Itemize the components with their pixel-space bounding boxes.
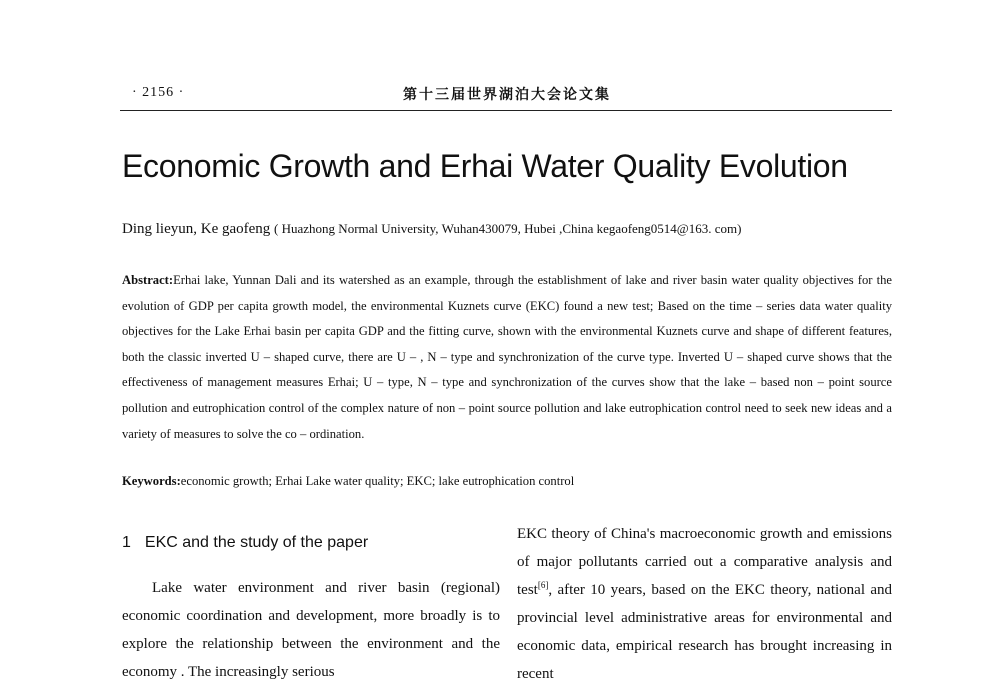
- paper-title: Economic Growth and Erhai Water Quality Evolution: [122, 148, 848, 184]
- abstract-text: Erhai lake, Yunnan Dali and its watershed as an example, through the establishment of lake and river basin water quality objectives for the evolution of GDP per capita growth model, the environmental Kuznets curve (EKC) found a new test; Based on the time – series data water quality objectives for the Lake Erhai basin per capita GDP and the fitting curve, shown with the environmental Kuznets curve and shape of different features, both the classic inverted U – shaped curve, there are U – , N – type and synchronization of the curve type. Inverted U – shaped curve shows that the effectiveness of management measures Erhai; U – type, N – type and synchronization of the curves show that the lake – based non – point source pollution and eutrophication control of the complex nature of non – point source pollution and lake eutrophication control need to seek new ideas and a variety of measures to solve the co – ordination.: [122, 273, 892, 441]
- author-line: [122, 221, 741, 238]
- body-right-text-a: EKC theory of China's macroeconomic growth and emissions of major pollutants carried out a comparative analysis and test: [517, 526, 892, 598]
- keywords-label: Keywords:: [122, 474, 181, 488]
- keywords: [122, 470, 892, 492]
- keywords-text: economic growth; Erhai Lake water quality; EKC; lake eutrophication control: [180, 474, 575, 488]
- abstract-label: Abstract:: [122, 273, 174, 287]
- section-heading: [122, 534, 368, 552]
- page-number: · 2156 ·: [132, 85, 185, 100]
- journal-title: 第十三届世界湖泊大会论文集: [403, 87, 611, 103]
- body-paragraph-right: [517, 520, 892, 688]
- body-right-text-b: , after 10 years, based on the EKC theory, national and provincial level administrative areas for environmental and economic data, empirical research has brought increasing in recent: [517, 582, 892, 682]
- running-header: [122, 83, 892, 107]
- body-paragraph-left: Lake water environment and river basin (regional) economic coordination and development, more broadly is to explore the relationship between the environment and the economy . The increasingly serious: [122, 580, 500, 680]
- section-number: 1: [122, 534, 131, 551]
- header-rule: [120, 110, 892, 111]
- citation-ref: [6]: [537, 580, 549, 590]
- abstract: [122, 268, 892, 447]
- section-title: EKC and the study of the paper: [144, 534, 369, 551]
- affiliation: ( Huazhong Normal University, Wuhan430079, Hubei ,China kegaofeng0514@163. com): [274, 221, 742, 236]
- authors: Ding lieyun, Ke gaofeng: [122, 221, 271, 237]
